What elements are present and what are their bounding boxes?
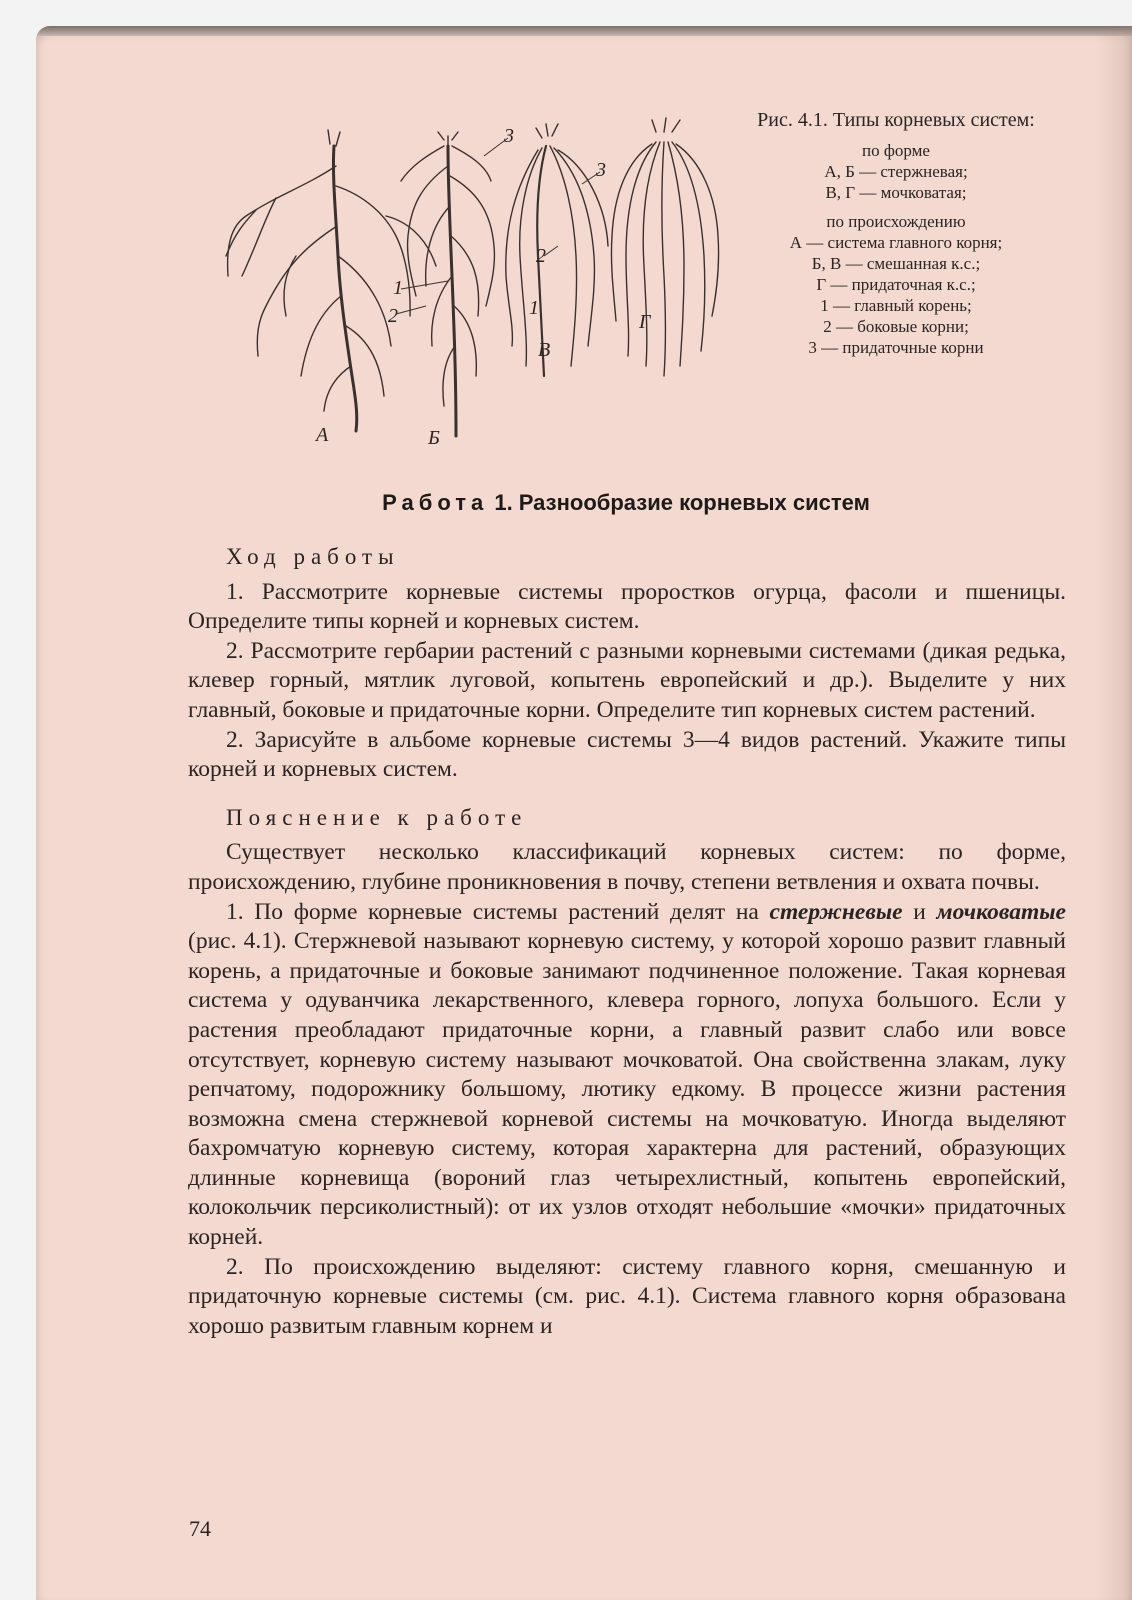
paragraph: 2. По происхождению выделяют: систему главного корня, смешанную и придаточную корневые системы (см. рис. 4.1). Система главного корня образована хорошо развитым главным корнем и bbox=[188, 1253, 1066, 1339]
figure-caption bbox=[726, 108, 1066, 358]
label-v: В bbox=[538, 339, 551, 361]
page-number: 74 bbox=[189, 1516, 211, 1541]
term-fibrous: мочковатые bbox=[936, 898, 1066, 925]
caption-line: 3 — придаточные корни bbox=[808, 338, 984, 357]
root-systems-figure bbox=[186, 106, 726, 466]
paragraph-text: 1. По форме корневые системы растений делят на bbox=[226, 898, 770, 925]
label-1-b: 1 bbox=[529, 297, 539, 319]
term-taproot: стержневые bbox=[769, 898, 903, 925]
label-g: Г bbox=[639, 311, 651, 333]
caption-line: А, Б — стержневая; bbox=[824, 162, 968, 181]
caption-line: по форме bbox=[862, 141, 930, 160]
book-page bbox=[36, 26, 1132, 1600]
paragraph-text: (рис. 4.1). Стержневой называют корневую систему, у которой хорошо развит главный корень, а придаточные и боковые занимают подчиненное положение. Такая корневая система у одуванчика лекарственного, клевера горного, лопуха большого. Если у растения преобладают придаточные корни, а главный развит слабо или вовсе отсутствует, корневую систему называют мочковатой. Она свойственна злакам, луку репчатому, подорожнику большому, лютику едкому. В процессе жизни растения возможна смена стержневой корневой системы на мочковатую. Иногда выделяют бахромчатую корневую систему, которая характерна для растений, образующих длинные корневища (вороний глаз четырехлистный, копытень европейский, колокольчик персиколистный): от их узлов отходят небольшие «мочки» придаточных корней. bbox=[188, 928, 1066, 1251]
plant-b-drawing bbox=[401, 132, 494, 436]
paragraph: Существует несколько классификаций корневых систем: по форме, происхождению, глубине проникновения в почву, степени ветвления и охвата почвы. bbox=[188, 839, 1066, 895]
paragraph-text: и bbox=[902, 898, 937, 925]
root-systems-drawing bbox=[186, 106, 726, 466]
paragraph: 2. Зарисуйте в альбоме корневые системы 3—4 видов растений. Укажите типы корней и корневых систем. bbox=[188, 726, 1066, 783]
label-1-a: 1 bbox=[393, 277, 403, 299]
label-a: А bbox=[316, 424, 329, 446]
label-2-a: 2 bbox=[388, 305, 398, 327]
caption-line: 2 — боковые корни; bbox=[823, 317, 969, 336]
caption-line: Б, В — смешанная к.с.; bbox=[811, 254, 981, 273]
label-b: Б bbox=[428, 427, 440, 449]
paragraph: 1. Рассмотрите корневые системы проростков огурца, фасоли и пшеницы. Определите типы корней и корневых систем. bbox=[188, 578, 1066, 635]
caption-line: 1 — главный корень; bbox=[820, 296, 972, 315]
section-title-explanation: Пояснение к работе bbox=[226, 804, 528, 830]
caption-line: В, Г — мочковатая; bbox=[825, 183, 967, 202]
paragraph-forms bbox=[188, 898, 1066, 1253]
caption-line: Г — придаточная к.с.; bbox=[816, 275, 976, 294]
plant-g-drawing bbox=[611, 118, 718, 376]
work-heading bbox=[186, 490, 1066, 516]
label-2-b: 2 bbox=[536, 245, 546, 267]
caption-line: по происхождению bbox=[826, 212, 966, 231]
caption-line: А — система главного корня; bbox=[789, 233, 1003, 252]
plant-v-drawing bbox=[506, 124, 608, 376]
section-title-progress: Ход работы bbox=[226, 544, 400, 569]
caption-title: Рис. 4.1. Типы корневых систем: bbox=[757, 109, 1035, 131]
paragraph: 2. Рассмотрите гербарии растений с разными корневыми системами (дикая редька, клевер горный, мятлик луговой, копытень европейский и др.). Выделите у них главный, боковые и придаточные корни. Определите тип корневых систем растений. bbox=[188, 637, 1066, 723]
work-heading-prefix: Работа bbox=[382, 490, 489, 515]
work-heading-text: 1. Разнообразие корневых систем bbox=[488, 490, 870, 515]
label-3-b: 3 bbox=[596, 159, 606, 181]
body-text bbox=[188, 534, 1066, 1341]
label-3-a: 3 bbox=[504, 125, 514, 147]
